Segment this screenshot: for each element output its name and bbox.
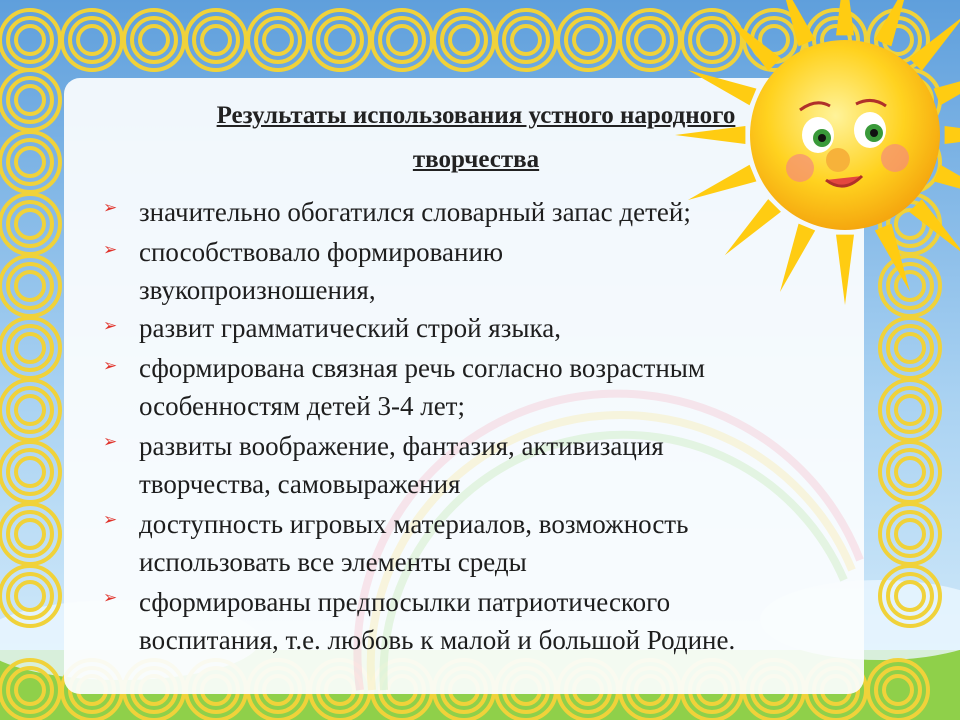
list-item: особенностям детей 3-4 лет; — [139, 391, 465, 421]
slide-title: Результаты использования устного народного — [216, 102, 736, 129]
list-item: значительно обогатился словарный запас детей; — [139, 197, 691, 227]
bullet-arrow-icon: ➢ — [103, 588, 118, 607]
list-item: творчества, самовыражения — [139, 469, 461, 499]
bullet-arrow-icon: ➢ — [103, 240, 118, 259]
list-item: воспитания, т.е. любовь к малой и большой Родине. — [139, 625, 736, 655]
list-item: развит грамматический строй языка, — [139, 313, 561, 343]
bullet-arrow-icon: ➢ — [103, 316, 118, 335]
list-item: звукопроизношения, — [139, 275, 376, 305]
list-item: доступность игровых материалов, возможность — [139, 509, 689, 539]
list-item: использовать все элементы среды — [139, 547, 527, 577]
list-item: сформированы предпосылки патриотического — [139, 587, 671, 617]
list-item: способствовало формированию — [139, 237, 504, 267]
bullet-arrow-icon: ➢ — [103, 510, 118, 529]
bullet-arrow-icon: ➢ — [103, 432, 118, 451]
list-item: сформирована связная речь согласно возрастным — [139, 353, 706, 383]
bullet-arrow-icon: ➢ — [103, 198, 118, 217]
list-item: развиты воображение, фантазия, активизация — [139, 431, 664, 461]
slide-title: творчества — [412, 146, 540, 173]
bullet-arrow-icon: ➢ — [103, 356, 118, 375]
